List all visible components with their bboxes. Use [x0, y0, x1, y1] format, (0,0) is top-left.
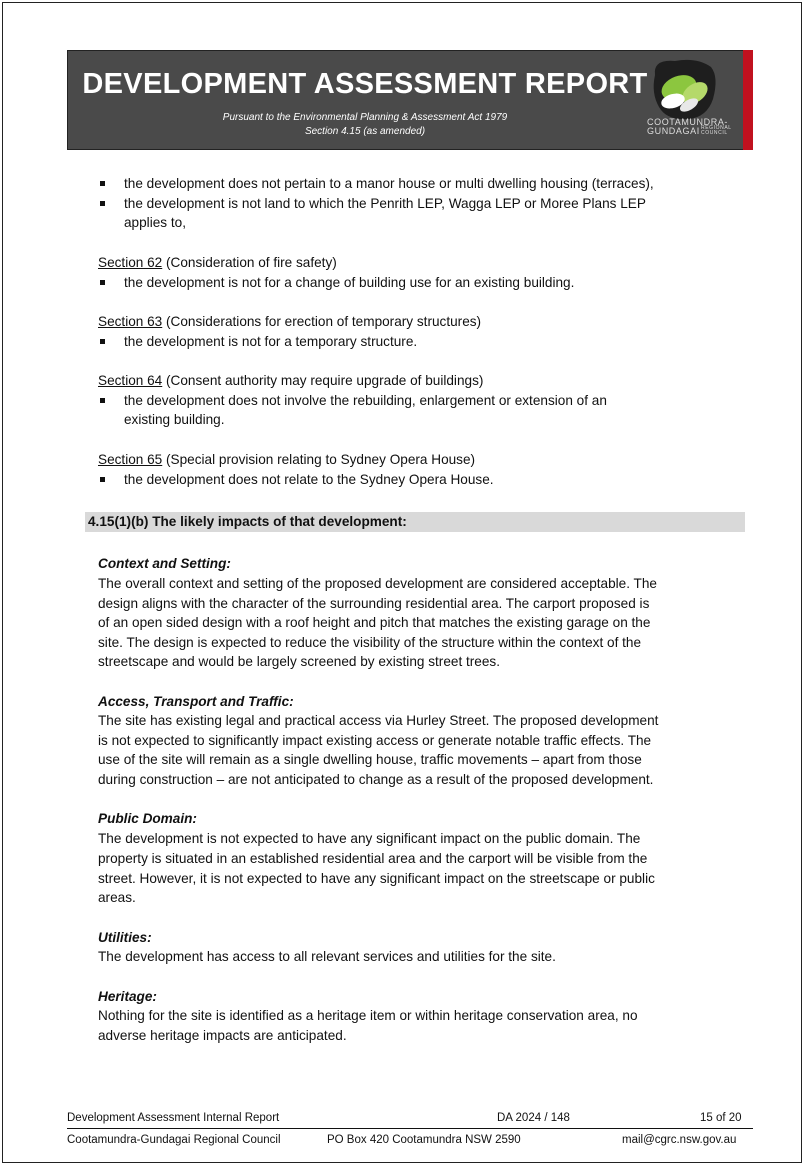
footer-divider: [67, 1128, 753, 1129]
impact-context-line: design aligns with the character of the surrounding residential area. The carport proposed is: [98, 596, 650, 611]
section-64-ref: Section 64: [98, 373, 163, 388]
banner-accent-bar: [743, 50, 753, 150]
report-subtitle-section: Section 4.15 (as amended): [304, 126, 426, 137]
bullet-marker: [100, 280, 105, 285]
section-64-bullet: the development does not involve the rebuilding, enlargement or extension of an: [124, 393, 607, 408]
impact-public-line: property is situated in an established residential area and the carport will be visible from the: [98, 851, 648, 866]
section-63-bullet: the development is not for a temporary structure.: [124, 334, 418, 349]
bullet-marker: [100, 201, 105, 206]
footer-email[interactable]: mail@cgrc.nsw.gov.au: [622, 1134, 737, 1146]
top-bullet-1: the development does not pertain to a manor house or multi dwelling housing (terraces),: [124, 176, 654, 191]
impact-heading-access: Access, Transport and Traffic:: [98, 694, 294, 709]
impact-heading-heritage: Heritage:: [98, 989, 157, 1004]
impact-access-line: during construction – are not anticipated to change as a result of the proposed development.: [98, 772, 654, 787]
top-bullet-2-cont: applies to,: [124, 215, 186, 230]
impact-context-line: streetscape and would be largely screened by existing street trees.: [98, 654, 500, 669]
impact-context-line: site. The design is expected to reduce the visibility of the structure within the context of the: [98, 635, 642, 650]
impact-access-line: The site has existing legal and practical access via Hurley Street. The proposed development: [98, 713, 659, 728]
impact-public-line: The development is not expected to have any significant impact on the public domain. The: [98, 831, 641, 846]
footer-report-name: Development Assessment Internal Report: [67, 1112, 280, 1124]
report-title: DEVELOPMENT ASSESSMENT REPORT: [82, 68, 648, 100]
impact-public-line: street. However, it is not expected to have any significant impact on the streetscape or public: [98, 871, 655, 886]
section-65-desc: (Special provision relating to Sydney Opera House): [166, 452, 476, 467]
section-63-desc: (Considerations for erection of temporary structures): [166, 314, 482, 329]
footer-page-number: 15 of 20: [700, 1112, 742, 1124]
footer-council: Cootamundra-Gundagai Regional Council: [67, 1134, 281, 1146]
impact-utilities-line: The development has access to all relevant services and utilities for the site.: [98, 949, 556, 964]
logo-text-small: REGIONAL COUNCIL: [701, 125, 732, 136]
impact-heading-utilities: Utilities:: [98, 930, 152, 945]
bullet-marker: [100, 477, 105, 482]
impact-heading-context: Context and Setting:: [98, 556, 231, 571]
impact-section-title: 4.15(1)(b) The likely impacts of that development:: [88, 514, 407, 529]
footer-address: PO Box 420 Cootamundra NSW 2590: [327, 1134, 521, 1146]
section-64-heading: [98, 371, 483, 391]
council-logo-text: [647, 118, 737, 136]
top-bullet-2: the development is not land to which the Penrith LEP, Wagga LEP or Moree Plans LEP: [124, 196, 646, 211]
impact-access-line: use of the site will remain as a single dwelling house, traffic movements – apart from those: [98, 752, 642, 767]
section-65-heading: [98, 450, 475, 470]
section-63-heading: [98, 312, 481, 332]
bullet-marker: [100, 181, 105, 186]
section-62-ref: Section 62: [98, 255, 163, 270]
section-65-bullet: the development does not relate to the Sydney Opera House.: [124, 472, 494, 487]
section-62-bullet: the development is not for a change of building use for an existing building.: [124, 275, 575, 290]
report-subtitle-act: Pursuant to the Environmental Planning & Assessment Act 1979: [222, 112, 508, 123]
impact-heritage-line: Nothing for the site is identified as a heritage item or within heritage conservation area, no: [98, 1008, 638, 1023]
logo-text-line2: GUNDAGAI: [647, 126, 700, 136]
section-64-bullet-cont: existing building.: [124, 412, 225, 427]
section-62-desc: (Consideration of fire safety): [166, 255, 337, 270]
impact-context-line: of an open sided design with a roof height and pitch that matches the existing garage on the: [98, 615, 651, 630]
report-header-banner: [67, 50, 753, 150]
section-63-ref: Section 63: [98, 314, 163, 329]
impact-context-line: The overall context and setting of the proposed development are considered acceptable. The: [98, 576, 657, 591]
impact-access-line: is not expected to significantly impact existing access or generate notable traffic effects. The: [98, 733, 652, 748]
logo-text-line1: COOTAMUNDRA-: [647, 117, 729, 127]
section-64-desc: (Consent authority may require upgrade of buildings): [166, 373, 484, 388]
section-65-ref: Section 65: [98, 452, 163, 467]
bullet-marker: [100, 339, 105, 344]
bullet-marker: [100, 398, 105, 403]
footer-da-number: DA 2024 / 148: [497, 1112, 570, 1124]
impact-heading-public-domain: Public Domain:: [98, 811, 197, 826]
impact-heritage-line: adverse heritage impacts are anticipated.: [98, 1028, 347, 1043]
impact-public-line: areas.: [98, 890, 136, 905]
section-62-heading: [98, 253, 337, 273]
